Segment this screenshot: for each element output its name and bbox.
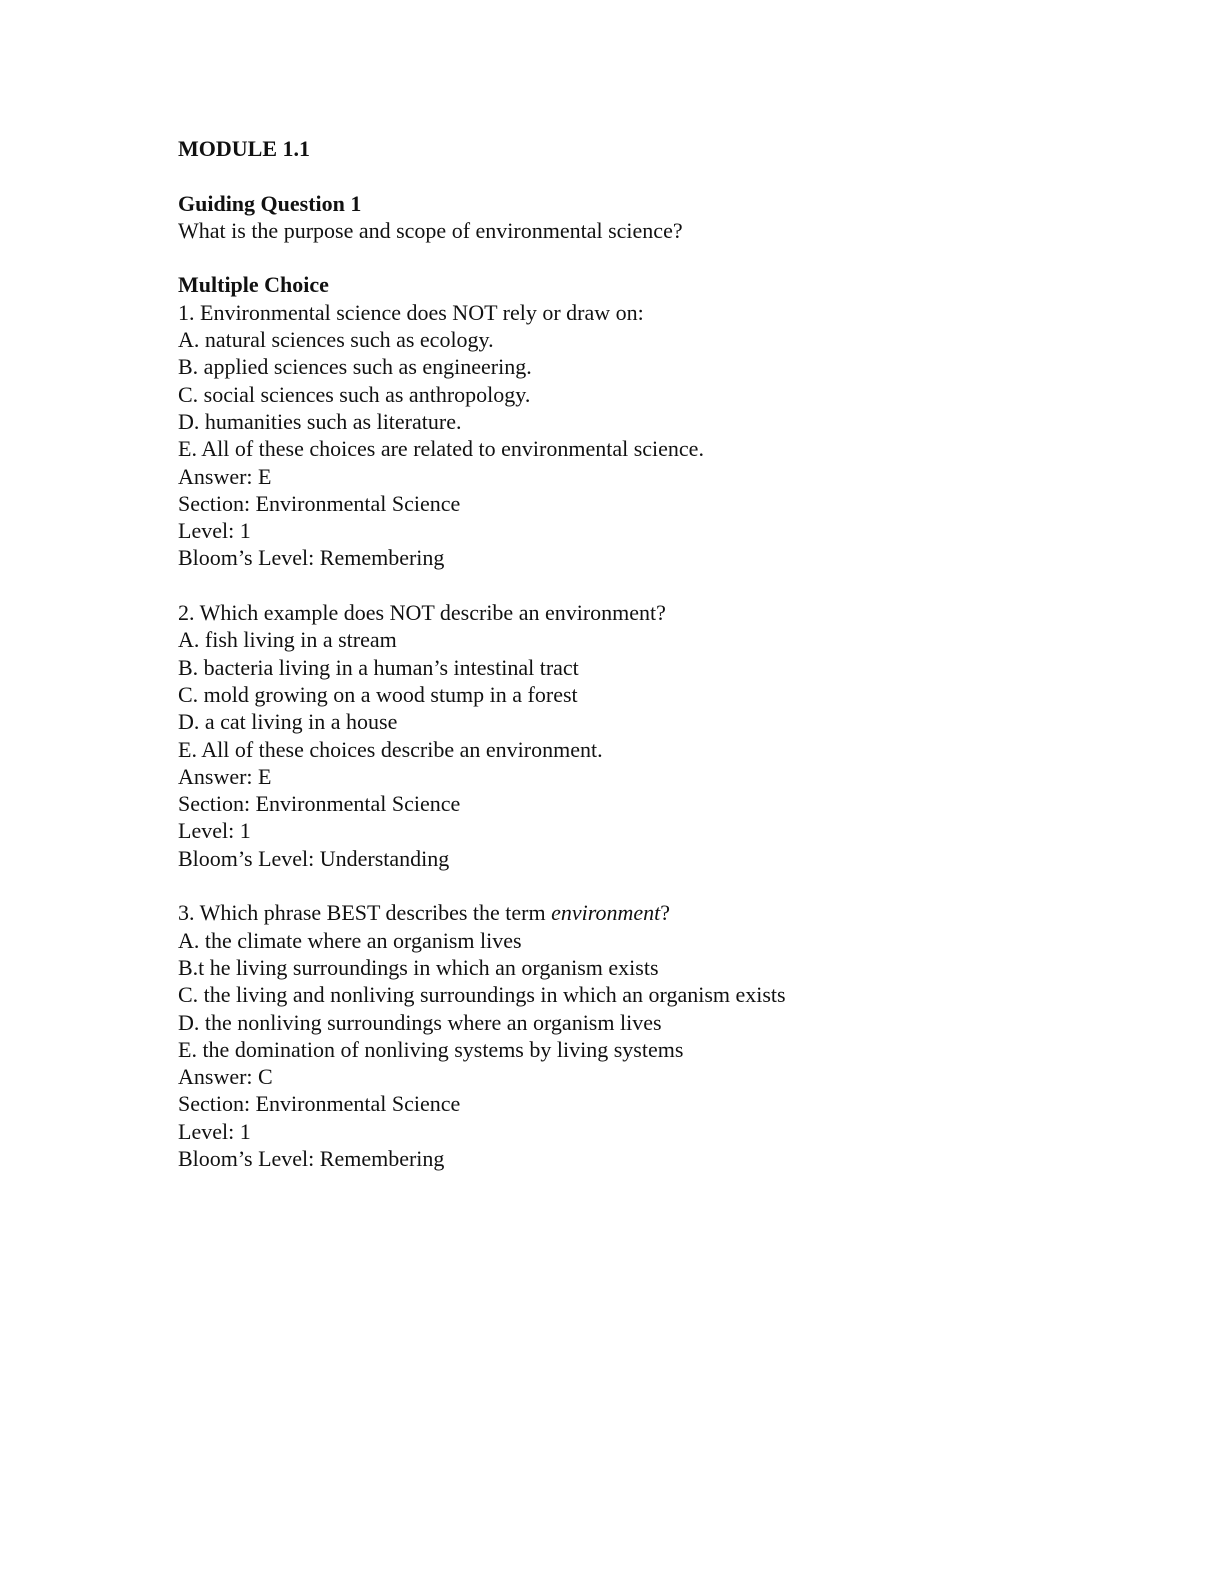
answer: Answer: E	[178, 763, 272, 789]
option-d: D. a cat living in a house	[178, 709, 398, 735]
answer: Answer: E	[178, 463, 272, 489]
blooms-level: Bloom’s Level: Understanding	[178, 845, 450, 871]
spacer	[178, 244, 1158, 271]
option-b: B. bacteria living in a human’s intestinal tract	[178, 654, 579, 680]
option-a: A. fish living in a stream	[178, 627, 397, 653]
answer: Answer: C	[178, 1064, 273, 1090]
spacer	[178, 162, 1158, 189]
option-b: B.t he living surroundings in which an organism exists	[178, 954, 659, 980]
question-stem-prefix: 3. Which phrase BEST describes the term	[178, 900, 552, 926]
question-2	[178, 599, 1158, 872]
option-e: E. All of these choices describe an environment.	[178, 736, 603, 762]
option-d: D. humanities such as literature.	[178, 408, 462, 434]
guiding-question-text: What is the purpose and scope of environmental science?	[178, 217, 683, 243]
question-stem-suffix: ?	[660, 900, 671, 926]
section: Section: Environmental Science	[178, 791, 461, 817]
question-stem-term: environment	[551, 900, 661, 926]
option-a: A. natural sciences such as ecology.	[178, 327, 494, 353]
multiple-choice-heading: Multiple Choice	[178, 272, 329, 298]
question-3	[178, 899, 1158, 1172]
option-d: D. the nonliving surroundings where an organism lives	[178, 1009, 662, 1035]
document-page	[178, 135, 1158, 1172]
question-stem: 1. Environmental science does NOT rely or draw on:	[178, 299, 644, 325]
question-stem	[178, 899, 1158, 926]
option-c: C. social sciences such as anthropology.	[178, 381, 531, 407]
option-c: C. mold growing on a wood stump in a forest	[178, 681, 578, 707]
level: Level: 1	[178, 818, 251, 844]
spacer	[178, 872, 1158, 899]
option-b: B. applied sciences such as engineering.	[178, 354, 532, 380]
option-e: E. All of these choices are related to environmental science.	[178, 436, 704, 462]
option-e: E. the domination of nonliving systems by living systems	[178, 1036, 684, 1062]
option-c: C. the living and nonliving surroundings in which an organism exists	[178, 982, 786, 1008]
blooms-level: Bloom’s Level: Remembering	[178, 545, 445, 571]
module-title: MODULE 1.1	[178, 136, 310, 161]
spacer	[178, 572, 1158, 599]
question-stem: 2. Which example does NOT describe an environment?	[178, 600, 666, 626]
question-1	[178, 299, 1158, 572]
level: Level: 1	[178, 1118, 251, 1144]
guiding-question-heading: Guiding Question 1	[178, 190, 362, 216]
level: Level: 1	[178, 518, 251, 544]
blooms-level: Bloom’s Level: Remembering	[178, 1145, 445, 1171]
section: Section: Environmental Science	[178, 1091, 461, 1117]
option-a: A. the climate where an organism lives	[178, 927, 522, 953]
section: Section: Environmental Science	[178, 490, 461, 516]
